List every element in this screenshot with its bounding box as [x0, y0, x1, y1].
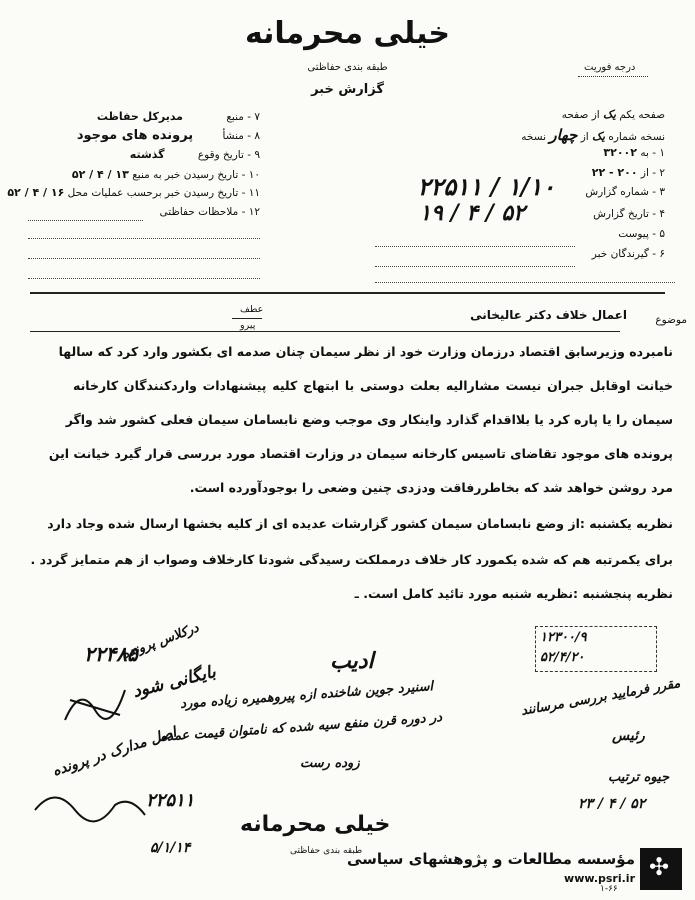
handwritten-note: مقرر فرمایید بررسی مرسانند [519, 676, 682, 719]
subject-underline [30, 331, 620, 332]
ref-divider [232, 318, 262, 319]
field-date-to-ops: ۱۱ - تاریخ رسیدن خبر برحسب عملیات محل ۱۶ / ۴ / ۵۲ [7, 186, 260, 199]
classification-header: خیلی محرمانه [244, 16, 451, 51]
handwritten-note: اصل مدارک در پرونده [50, 724, 179, 780]
recipients-dotline-2 [375, 270, 675, 283]
institute-url: www.psri.ir [564, 872, 635, 885]
evaluation-line: برای یکمرتبه هم که شده یکمورد کار خلاف درمملکت رسیدگی شودتا کارخلاف وصواب از هم متمایز گردد . [30, 552, 673, 567]
followup-label: پیرو [240, 320, 256, 331]
field-origin: ۸ - منشأ پرونده های موجود [76, 128, 260, 143]
recipients-dotline [375, 254, 575, 267]
urgency-label: درجه فوریت [584, 62, 636, 73]
evaluation-line: نظریه یکشنبه :از وضع نابسامان سیمان کشور گزارشات عدیده ای از کلیه بخشها ارسال شده وجاد دارد [47, 516, 673, 531]
left-dotline-2 [28, 246, 260, 259]
signature-scribble [60, 680, 130, 730]
report-title: گزارش خبر [311, 82, 384, 97]
attachment-dotline [375, 234, 575, 247]
handwritten-note: درکلاس پرونده [119, 620, 201, 663]
body-line: خیانت اوقابل جبران نیست مشارالیه بعلت دوستی با ابتهاج کلیه پیشنهادات واردکنندگان کارخانه [73, 378, 673, 393]
subject-label: موضوع [655, 314, 687, 326]
handwritten-date: ۵/۱/۱۴ [150, 840, 191, 856]
report-date-value: ۱۹ / ۴ / ۵۲ [419, 200, 525, 226]
subject-text: اعمال خلاف دکتر عالیخانی [470, 308, 627, 322]
ref-label: عطف [240, 304, 264, 315]
security-notes-dotline [28, 208, 143, 221]
body-line: سیمان را یا پاره کرد یا بلااقدام گذارد واینکار وی موجب وضع نابسامان سیمان فعلی کشور شد واگر [65, 412, 673, 427]
handwritten-number: ۲۲۴۸۵ [84, 642, 138, 666]
body-line: مرد روشن خواهد شد که بخاطررفاقت ودزدی چنین وضعی را بوجودآورده است. [189, 480, 673, 495]
classification-footer-caption: طبقه بندی حفاظتی [290, 846, 363, 856]
registration-stamp [535, 626, 657, 672]
stamp-date: ۵۲/۴/۲۰ [540, 650, 585, 665]
signature-scribble [30, 780, 150, 840]
handwritten-note: بایگانی شود [130, 662, 218, 702]
handwritten-note: اسنیرد جوین شاخنده ازه پیروهمیره زیاده مورد [179, 679, 434, 712]
body-line: پرونده های موجود تقاضای تاسیس کارخانه سیمان در وزارت اقتصاد مورد بررسی قرار گیرد خیانت این [48, 446, 673, 461]
handwritten-signature: ادیب [330, 648, 374, 674]
field-date-to-source: ۱۰ - تاریخ رسیدن خبر به منبع ۱۳ / ۴ / ۵۲ [71, 168, 260, 181]
handwritten-note: رئیس [612, 728, 645, 744]
classification-footer: خیلی محرمانه [240, 812, 391, 837]
institute-logo: ✣ [640, 848, 682, 890]
institute-name: مؤسسه مطالعات و پژوهشهای سیاسی [346, 850, 635, 868]
page-code: ۱-۶۶ [600, 884, 618, 894]
stamp-number: ۱۲۳۰۰/۹ [540, 630, 587, 645]
handwritten-note: در دوره قرن منفع سیه شده که نامتوان قیمت عمده [159, 710, 443, 745]
evaluation-line: نظریه پنجشنبه :نظریه شنبه مورد تائید کامل است. ـ [354, 586, 673, 601]
copy-number-field: نسخه شماره یک از چهار نسخه [521, 126, 665, 144]
header-divider [30, 292, 665, 294]
field-security-notes: ۱۲ - ملاحظات حفاظتی [159, 206, 260, 218]
field-occurrence-date: ۹ - تاریخ وقوع گذشته [129, 148, 260, 161]
field-from: ۲ - از ۲۰۰ - ۲۲ [591, 166, 665, 179]
handwritten-note: زوده رست [300, 756, 360, 771]
report-number-value: ۲۲۵۱۱ / ۱/۱۰ [417, 172, 555, 201]
handwritten-note: جیوه ترتیب [608, 770, 670, 785]
field-recipients: ۶ - گیرندگان خبر [591, 248, 665, 260]
handwritten-date: ۲۳ / ۴ / ۵۲ [578, 796, 646, 812]
field-report-number: ۳ - شماره گزارش [585, 186, 665, 198]
field-report-date: ۴ - تاریخ گزارش [593, 208, 665, 220]
left-dotline-3 [28, 266, 260, 279]
body-line: نامبرده وزیرسابق اقتصاد درزمان وزارت خود از نظر سیمان چنان صدمه ای بکشور وارد کرد که سالها [58, 344, 673, 359]
handwritten-number: ۲۲۵۱۱ [146, 790, 195, 811]
field-to: ۱ - به ۳۲۰۰۲ [603, 146, 665, 159]
field-attachment: ۵ - پیوست [618, 228, 665, 240]
page-count-field: صفحه یکم یک از صفحه [561, 108, 665, 121]
left-dotline-1 [28, 226, 260, 239]
classification-caption: طبقه بندی حفاظتی [307, 62, 388, 73]
field-source: ۷ - منبع مدیرکل حفاظت [96, 110, 260, 123]
